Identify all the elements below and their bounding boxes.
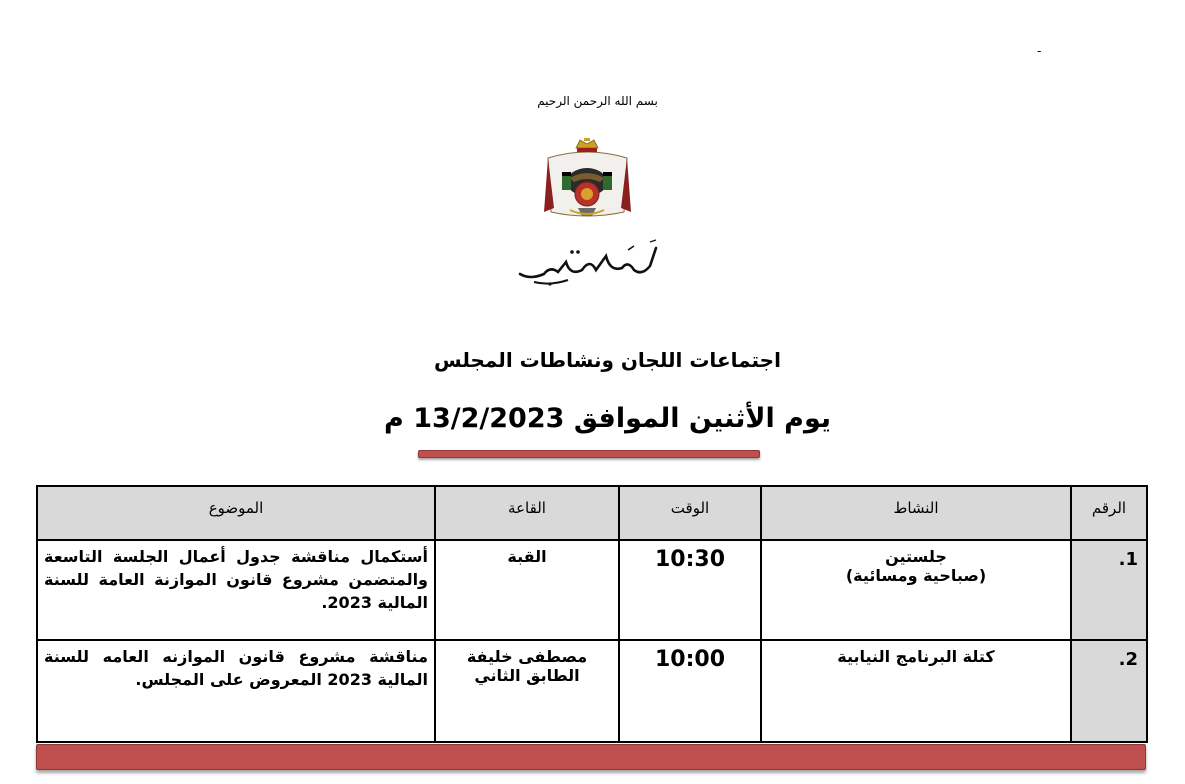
column-header-activity: النشاط [761,486,1071,540]
time-cell: 10:30 [619,540,761,640]
title-underline-bar [418,450,760,458]
hall-line: الطابق الثاني [474,666,580,685]
footer-bar [36,744,1146,770]
column-header-hall: القاعة [435,486,619,540]
activity-line: (صباحية ومسائية) [845,566,987,585]
basmala-heading: بسم الله الرحمن الرحيم [537,94,658,108]
row-number: 1. [1071,540,1147,640]
date-heading: يوم الأثنين الموافق 13/2/2023 م [383,403,832,434]
coat-of-arms-emblem [540,138,635,220]
column-header-time: الوقت [619,486,761,540]
activity-cell [761,540,1071,640]
topic-cell: مناقشة مشروع قانون الموازنه العامه للسنة المالية 2023 المعروض على المجلس. [37,640,435,742]
column-header-number: الرقم [1071,486,1147,540]
activity-line: جلستين [885,547,947,566]
schedule-table [36,485,1148,743]
hall-line: مصطفى خليفة [466,647,588,666]
council-name-calligraphy [510,236,670,288]
corner-mark: - [1037,44,1042,58]
hall-cell [435,640,619,742]
hall-cell [435,540,619,640]
activity-cell [761,640,1071,742]
row-number: 2. [1071,640,1147,742]
table-row [37,540,1147,640]
table-row [37,640,1147,742]
activity-line: كتلة البرنامج النيابية [837,647,995,666]
time-cell: 10:00 [619,640,761,742]
column-header-topic: الموضوع [37,486,435,540]
page-title: اجتماعات اللجان ونشاطات المجلس [434,348,781,372]
table-header-row [37,486,1147,540]
topic-cell: أستكمال مناقشة جدول أعمال الجلسة التاسعة والمتضمن مشروع قانون الموازنة العامة للسنة المالية 2023. [37,540,435,640]
hall-line: القبة [507,547,547,566]
